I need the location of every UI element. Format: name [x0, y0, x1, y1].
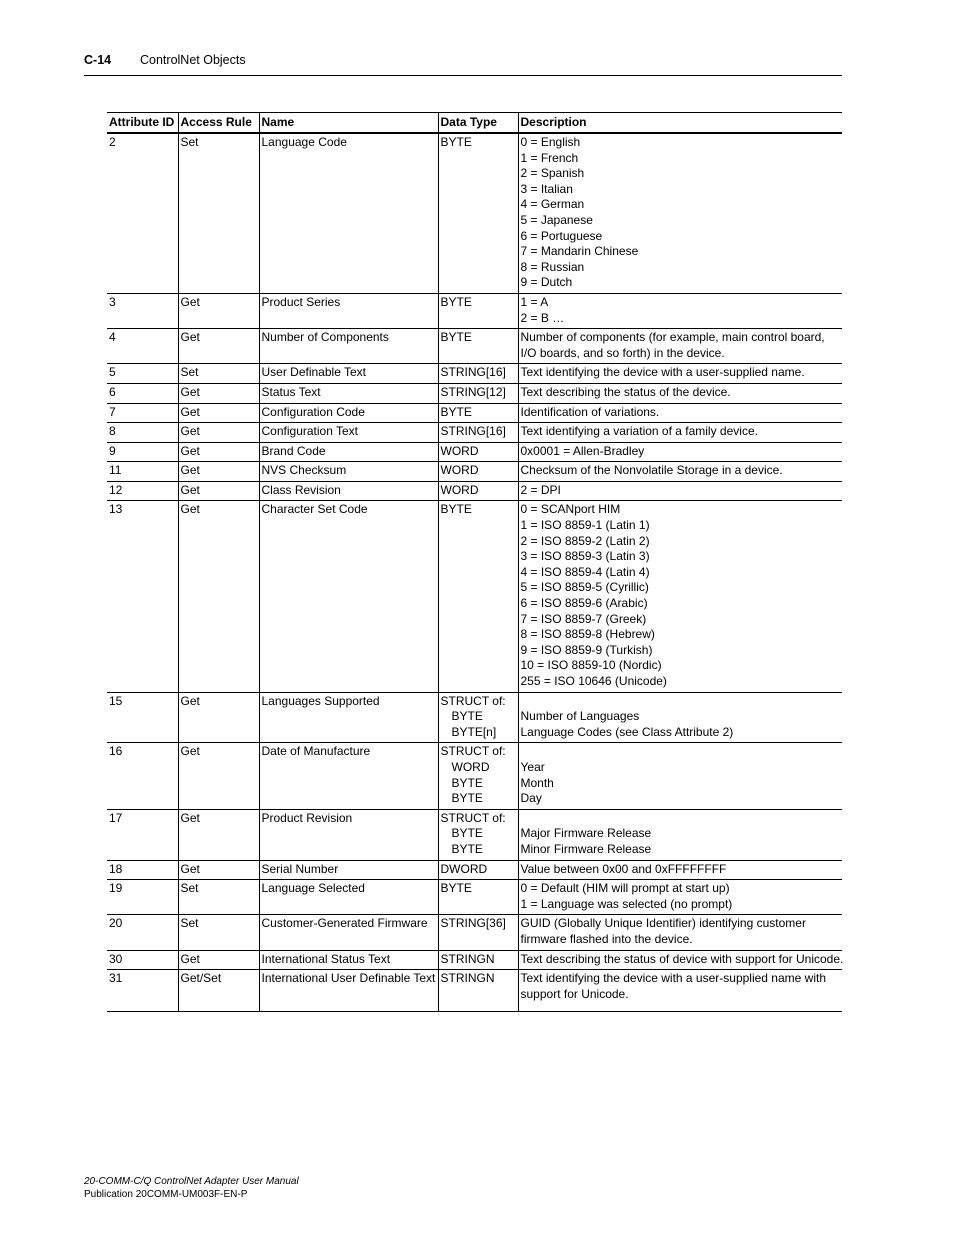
access-rule-cell: Get	[178, 950, 259, 970]
table-row	[107, 481, 842, 501]
description-line: 6 = Portuguese	[520, 228, 603, 243]
table-row	[107, 462, 842, 482]
access-rule-cell: Get	[178, 329, 259, 364]
attribute-id-cell: 7	[107, 403, 178, 423]
data-type-cell	[438, 383, 518, 403]
attribute-name-cell: Language Selected	[259, 880, 438, 915]
attribute-id-cell: 9	[107, 442, 178, 462]
attribute-id-cell: 8	[107, 423, 178, 443]
description-cell	[518, 442, 842, 462]
table-row	[107, 501, 842, 692]
data-type-line: WORD	[440, 443, 479, 458]
description-line: Month	[520, 775, 554, 790]
attribute-name-cell: International Status Text	[259, 950, 438, 970]
attribute-id-cell: 31	[107, 970, 178, 1012]
attribute-name-cell: Class Revision	[259, 481, 438, 501]
description-line: 1 = French	[520, 150, 579, 165]
access-rule-cell: Get	[178, 423, 259, 443]
column-header-attribute-id: Attribute ID	[107, 113, 178, 134]
access-rule-cell: Get	[178, 383, 259, 403]
data-type-line: STRUCT of:	[440, 810, 506, 825]
data-type-line: BYTE	[440, 404, 472, 419]
data-type-cell	[438, 423, 518, 443]
attribute-name-cell: Language Code	[259, 133, 438, 293]
attribute-id-cell: 5	[107, 364, 178, 384]
description-cell	[518, 481, 842, 501]
description-line	[521, 744, 841, 760]
attribute-name-cell: Serial Number	[259, 860, 438, 880]
description-cell	[518, 743, 842, 809]
description-cell	[518, 950, 842, 970]
description-line: 2 = DPI	[520, 482, 561, 497]
attribute-id-cell: 20	[107, 915, 178, 950]
attribute-id-cell: 15	[107, 692, 178, 743]
description-cell	[518, 501, 842, 692]
data-type-line: BYTE	[451, 775, 483, 790]
description-line: Text describing the status of the device.	[520, 384, 731, 399]
data-type-cell	[438, 364, 518, 384]
description-line: 1 = A	[520, 294, 549, 309]
access-rule-cell: Get	[178, 481, 259, 501]
attribute-name-cell: Date of Manufacture	[259, 743, 438, 809]
description-line: 0x0001 = Allen-Bradley	[520, 443, 645, 458]
description-line: 4 = ISO 8859-4 (Latin 4)	[520, 564, 650, 579]
description-cell	[518, 133, 842, 293]
table-row	[107, 423, 842, 443]
data-type-line: BYTE	[451, 841, 483, 856]
data-type-line: WORD	[440, 463, 479, 478]
page-footer	[84, 1175, 299, 1201]
description-line	[521, 694, 841, 710]
data-type-cell	[438, 915, 518, 950]
manual-title: 20-COMM-C/Q ControlNet Adapter User Manual	[84, 1176, 299, 1187]
table-row	[107, 809, 842, 860]
description-cell	[518, 293, 842, 328]
data-type-line: STRINGN	[440, 951, 495, 966]
description-cell	[518, 809, 842, 860]
table-header-row	[107, 113, 842, 134]
description-line: 7 = Mandarin Chinese	[520, 244, 639, 259]
table-row	[107, 133, 842, 293]
attribute-name-cell: Number of Components	[259, 329, 438, 364]
data-type-line: STRING[16]	[440, 424, 506, 439]
data-type-line: BYTE	[451, 791, 483, 806]
attribute-id-cell: 13	[107, 501, 178, 692]
data-type-cell	[438, 329, 518, 364]
description-line: 2 = B …	[520, 310, 565, 325]
data-type-cell	[438, 403, 518, 423]
description-cell	[518, 880, 842, 915]
data-type-line: BYTE	[451, 709, 483, 724]
description-line: Year	[520, 759, 545, 774]
attribute-id-cell: 16	[107, 743, 178, 809]
description-line: Checksum of the Nonvolatile Storage in a device.	[520, 463, 783, 478]
description-line: 3 = ISO 8859-3 (Latin 3)	[520, 549, 650, 564]
table-row	[107, 442, 842, 462]
description-line: 255 = ISO 10646 (Unicode)	[520, 674, 667, 688]
data-type-line: BYTE	[440, 502, 472, 517]
description-text: GUID (Globally Unique Identifier) identifying customer firmware flashed into the device.	[520, 916, 806, 946]
access-rule-cell: Set	[178, 880, 259, 915]
table-row	[107, 293, 842, 328]
description-line: 1 = Language was selected (no prompt)	[520, 896, 733, 911]
data-type-cell	[438, 501, 518, 692]
access-rule-cell: Set	[178, 133, 259, 293]
data-type-line: STRUCT of:	[440, 744, 506, 759]
description-line: 6 = ISO 8859-6 (Arabic)	[520, 596, 648, 611]
column-header-data-type: Data Type	[438, 113, 518, 134]
description-line	[521, 811, 841, 827]
description-cell	[518, 383, 842, 403]
data-type-line: BYTE	[440, 135, 472, 149]
data-type-cell	[438, 293, 518, 328]
column-header-name: Name	[259, 113, 438, 134]
description-line: Minor Firmware Release	[520, 841, 652, 856]
attribute-name-cell: Customer-Generated Firmware	[259, 915, 438, 950]
table-row	[107, 915, 842, 950]
access-rule-cell: Get	[178, 293, 259, 328]
description-line: 5 = ISO 8859-5 (Cyrillic)	[520, 580, 649, 595]
table-row	[107, 970, 842, 1012]
publication-number: Publication 20COMM-UM003F-EN-P	[84, 1189, 248, 1200]
description-cell	[518, 970, 842, 1012]
attribute-name-cell: Product Series	[259, 293, 438, 328]
section-title: ControlNet Objects	[140, 53, 246, 67]
data-type-line: DWORD	[440, 861, 488, 876]
data-type-cell	[438, 692, 518, 743]
data-type-cell	[438, 442, 518, 462]
attribute-id-cell: 6	[107, 383, 178, 403]
attribute-name-cell: Configuration Code	[259, 403, 438, 423]
attribute-id-cell: 12	[107, 481, 178, 501]
table-row	[107, 403, 842, 423]
access-rule-cell: Get	[178, 462, 259, 482]
access-rule-cell: Get	[178, 809, 259, 860]
attribute-table	[107, 112, 842, 1012]
attribute-name-cell: Product Revision	[259, 809, 438, 860]
description-line: 4 = German	[520, 197, 585, 212]
attribute-name-cell: User Definable Text	[259, 364, 438, 384]
attribute-name-cell: International User Definable Text	[259, 970, 438, 1012]
attribute-id-cell: 17	[107, 809, 178, 860]
data-type-cell	[438, 743, 518, 809]
access-rule-cell: Get	[178, 403, 259, 423]
data-type-cell	[438, 950, 518, 970]
description-cell	[518, 423, 842, 443]
attribute-id-cell: 18	[107, 860, 178, 880]
data-type-line: WORD	[451, 759, 490, 774]
attribute-id-cell: 30	[107, 950, 178, 970]
description-text: Text identifying the device with a user-supplied name with support for Unicode.	[520, 971, 826, 1001]
data-type-line: BYTE[n]	[451, 724, 497, 739]
attribute-id-cell: 11	[107, 462, 178, 482]
description-text: Number of components (for example, main control board, I/O boards, and so forth) in the device.	[520, 330, 825, 360]
description-cell	[518, 329, 842, 364]
table-row	[107, 692, 842, 743]
data-type-line: WORD	[440, 482, 479, 497]
description-line: 2 = Spanish	[520, 166, 585, 181]
description-line: 0 = SCANport HIM	[520, 502, 621, 517]
attribute-id-cell: 3	[107, 293, 178, 328]
description-line: Text identifying the device with a user-supplied name.	[520, 365, 805, 380]
data-type-line: BYTE	[440, 330, 472, 345]
description-line: 8 = Russian	[520, 259, 585, 274]
attribute-name-cell: Languages Supported	[259, 692, 438, 743]
data-type-line: BYTE	[451, 826, 483, 841]
table-row	[107, 329, 842, 364]
attribute-name-cell: NVS Checksum	[259, 462, 438, 482]
description-line: Number of Languages	[520, 709, 640, 724]
data-type-cell	[438, 133, 518, 293]
data-type-cell	[438, 970, 518, 1012]
description-line: 0 = English	[520, 135, 581, 149]
data-type-cell	[438, 860, 518, 880]
access-rule-cell: Get	[178, 860, 259, 880]
attribute-name-cell: Brand Code	[259, 442, 438, 462]
description-cell	[518, 364, 842, 384]
data-type-line: STRINGN	[440, 971, 495, 986]
description-line: 3 = Italian	[520, 181, 573, 196]
data-type-line: STRING[12]	[440, 384, 506, 399]
data-type-line: BYTE	[440, 294, 472, 309]
table-row	[107, 950, 842, 970]
page-header	[84, 52, 842, 76]
attribute-id-cell: 19	[107, 880, 178, 915]
attribute-table-body	[107, 133, 842, 1012]
description-line: 5 = Japanese	[520, 212, 593, 227]
description-cell	[518, 403, 842, 423]
table-row	[107, 364, 842, 384]
table-row	[107, 383, 842, 403]
access-rule-cell: Set	[178, 364, 259, 384]
data-type-line: STRUCT of:	[440, 693, 506, 708]
data-type-line: STRING[16]	[440, 365, 506, 380]
access-rule-cell: Get	[178, 692, 259, 743]
access-rule-cell: Get	[178, 442, 259, 462]
description-cell	[518, 860, 842, 880]
description-line: 2 = ISO 8859-2 (Latin 2)	[520, 533, 650, 548]
description-line: Identification of variations.	[520, 404, 660, 419]
description-line: Text describing the status of device with support for Unicode.	[520, 951, 844, 966]
description-line: Major Firmware Release	[520, 826, 652, 841]
attribute-name-cell: Character Set Code	[259, 501, 438, 692]
data-type-cell	[438, 809, 518, 860]
attribute-name-cell: Status Text	[259, 383, 438, 403]
description-line: 9 = ISO 8859-9 (Turkish)	[520, 642, 653, 657]
access-rule-cell: Get	[178, 743, 259, 809]
table-row	[107, 880, 842, 915]
description-line: Language Codes (see Class Attribute 2)	[520, 724, 734, 739]
description-line: Day	[520, 791, 542, 806]
access-rule-cell: Set	[178, 915, 259, 950]
data-type-cell	[438, 880, 518, 915]
table-row	[107, 743, 842, 809]
description-cell	[518, 915, 842, 950]
description-line: 0 = Default (HIM will prompt at start up)	[520, 881, 730, 896]
attribute-id-cell: 4	[107, 329, 178, 364]
access-rule-cell: Get	[178, 501, 259, 692]
table-row	[107, 860, 842, 880]
description-line: Value between 0x00 and 0xFFFFFFFF	[520, 861, 727, 876]
attribute-name-cell: Configuration Text	[259, 423, 438, 443]
description-line: 8 = ISO 8859-8 (Hebrew)	[520, 627, 655, 642]
description-line: 10 = ISO 8859-10 (Nordic)	[520, 658, 662, 673]
access-rule-cell: Get/Set	[178, 970, 259, 1012]
description-line: 1 = ISO 8859-1 (Latin 1)	[520, 518, 650, 533]
description-line: 7 = ISO 8859-7 (Greek)	[520, 611, 647, 626]
data-type-cell	[438, 462, 518, 482]
data-type-cell	[438, 481, 518, 501]
description-cell	[518, 462, 842, 482]
column-header-description: Description	[518, 113, 842, 134]
attribute-id-cell: 2	[107, 133, 178, 293]
page-number: C-14	[84, 53, 112, 67]
data-type-line: STRING[36]	[440, 916, 506, 931]
column-header-access-rule: Access Rule	[178, 113, 259, 134]
description-line: 9 = Dutch	[520, 275, 573, 290]
description-line: Text identifying a variation of a family device.	[520, 424, 758, 439]
description-cell	[518, 692, 842, 743]
data-type-line: BYTE	[440, 881, 472, 896]
